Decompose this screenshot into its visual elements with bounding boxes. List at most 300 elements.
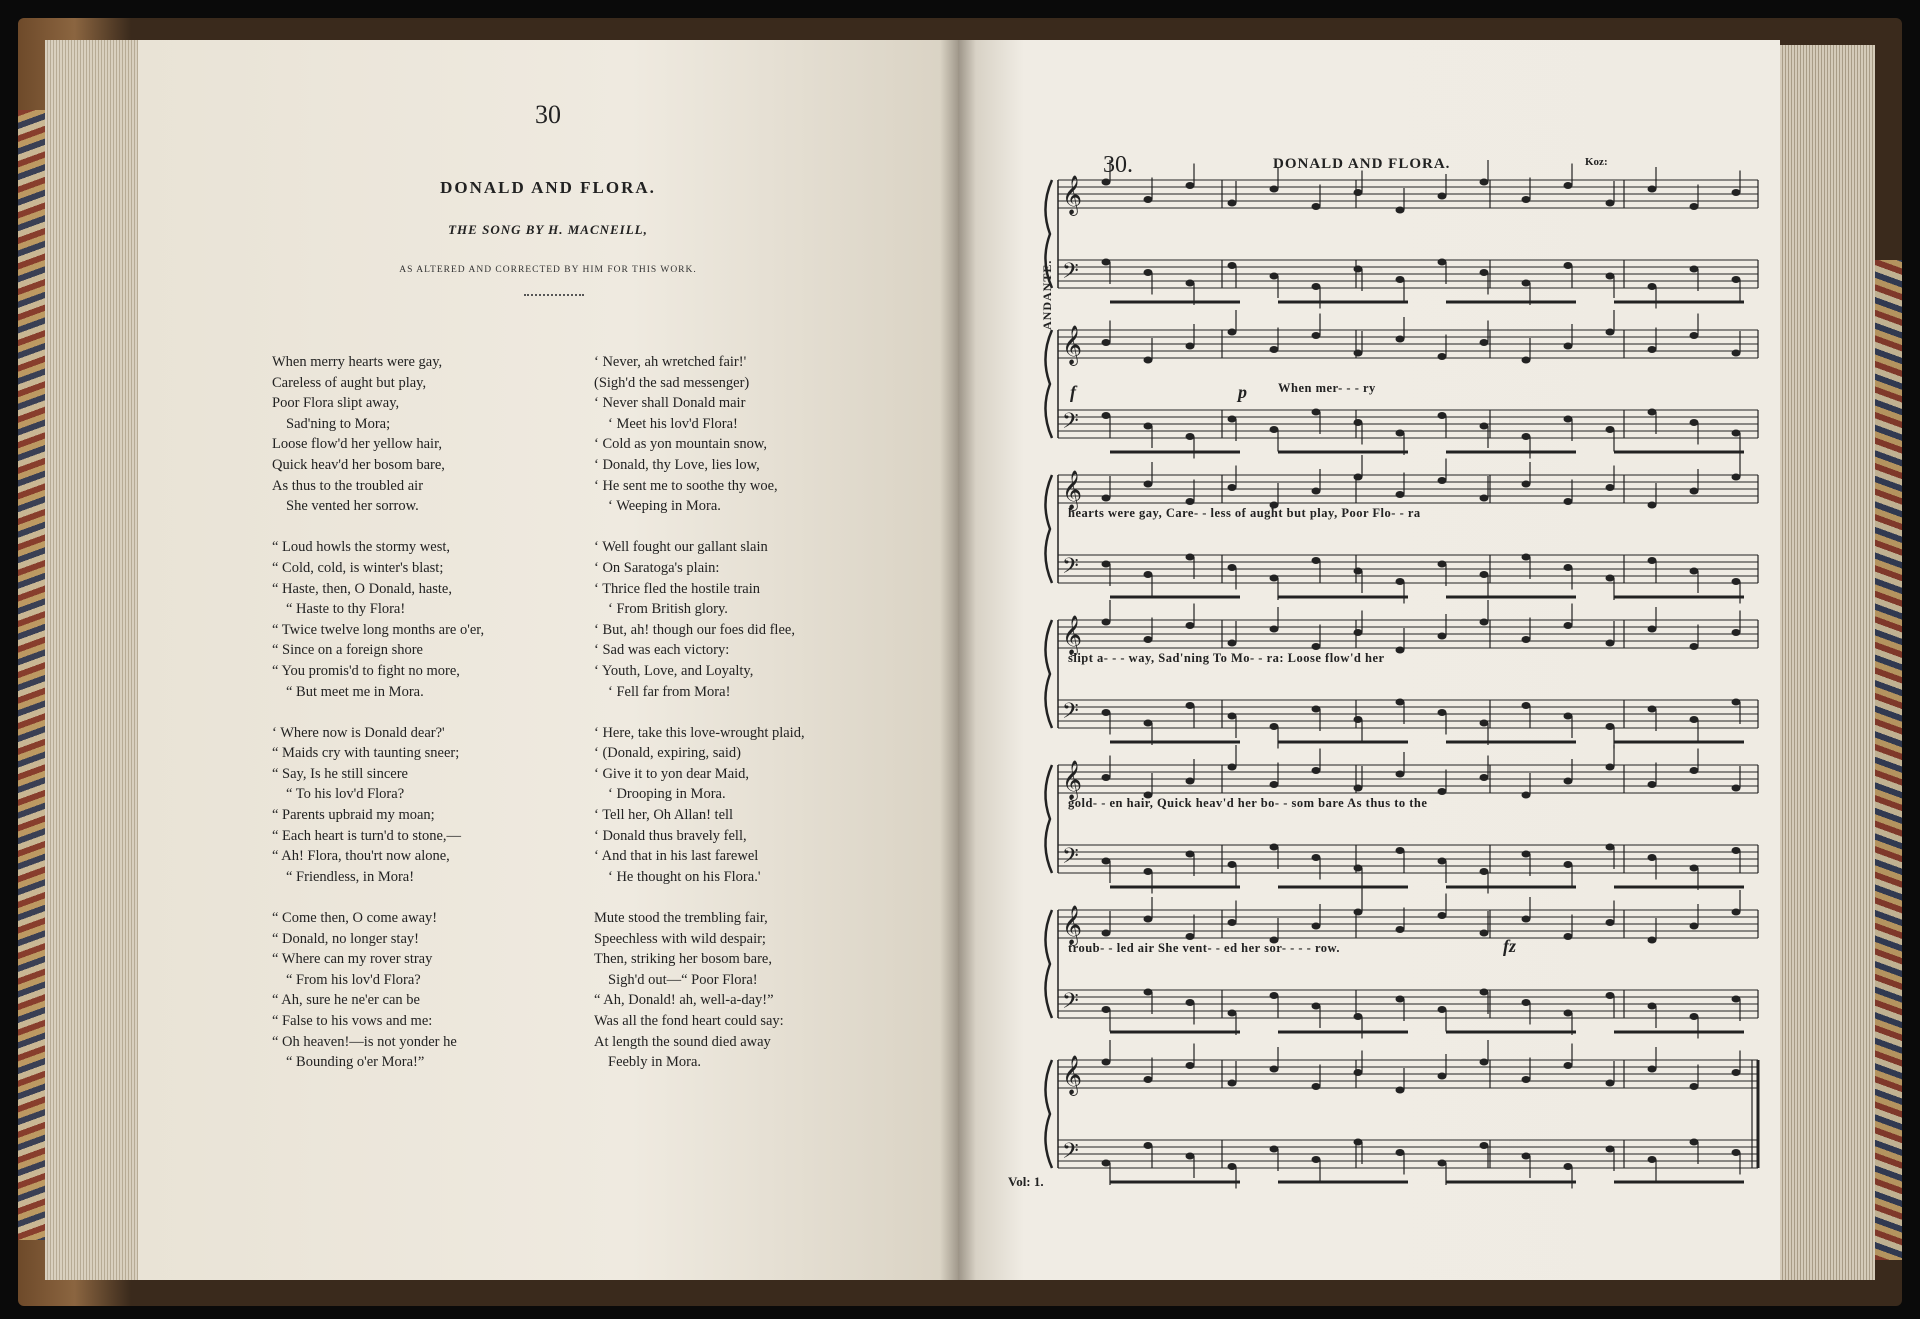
note-head [1186,933,1195,940]
verse-line: ‘ On Saratoga's plain: [594,559,720,576]
left-page [138,40,958,1280]
verse-line: “ Ah, sure he ne'er can be [272,992,420,1009]
verse-line: “ Donald, no longer stay! [272,930,419,947]
stanza [594,537,894,702]
dynamic-marking: fz [1503,936,1516,956]
treble-clef-icon: 𝄞 [1062,472,1083,509]
note-head [1648,706,1657,713]
note-head [1396,276,1405,283]
note-head [1648,186,1657,193]
note-head [1102,930,1111,937]
note-head [1480,423,1489,430]
bass-clef-icon: 𝄢 [1062,1139,1079,1168]
note-head [1186,498,1195,505]
lyric-line: slipt a- - - way, Sad'ning To Mo- - ra: Loose flow'd her [1068,651,1385,665]
note-head [1522,702,1531,709]
note-head [1186,1153,1195,1160]
note-head [1564,1163,1573,1170]
verse-line: “ Ah! Flora, thou'rt now alone, [272,848,450,865]
verse-line: “ False to his vows and me: [272,1013,433,1029]
verse-line: “ Where can my rover stray [272,951,433,968]
note-head [1690,716,1699,723]
note-head [1396,1149,1405,1156]
tempo-marking: ANDANTE. [1040,259,1054,330]
note-head [1396,771,1405,778]
note-head [1102,1006,1111,1013]
verse-line: Careless of aught but play, [272,374,427,391]
verse-line: “ Friendless, in Mora! [286,868,415,885]
note-head [1438,858,1447,865]
note-head [1270,186,1279,193]
verse-line: “ Oh heaven!—is not yonder he [272,1033,457,1050]
note-head [1690,1139,1699,1146]
note-head [1648,626,1657,633]
verse-line: Poor Flora slipt away, [272,395,400,412]
treble-clef-icon: 𝄞 [1062,327,1083,364]
note-head [1396,578,1405,585]
verse-line: ‘ Never shall Donald mair [594,395,746,412]
note-head [1606,329,1615,336]
note-head [1522,1153,1531,1160]
note-head [1480,989,1489,996]
dynamic-marking: f [1070,382,1076,402]
left-page-number: 30 [535,100,561,129]
note-head [1438,412,1447,419]
note-head [1732,1149,1741,1156]
note-head [1228,1010,1237,1017]
note-head [1144,1142,1153,1149]
note-head [1564,778,1573,785]
note-head [1396,430,1405,437]
note-head [1648,346,1657,353]
note-head [1606,426,1615,433]
note-head [1228,640,1237,647]
note-head [1186,622,1195,629]
marbled-edge-left [18,110,46,1240]
note-head [1270,273,1279,280]
verse-line: Feebly in Mora. [608,1054,702,1071]
note-head [1564,564,1573,571]
note-head [1438,259,1447,266]
note-head [1522,792,1531,799]
note-head [1522,280,1531,287]
note-head [1732,699,1741,706]
verse-column-right [594,352,894,1093]
verse-line: “ To his lov'd Flora? [286,786,405,803]
note-head [1102,1059,1111,1066]
note-head [1438,709,1447,716]
note-head [1732,276,1741,283]
note-head [1312,1083,1321,1090]
note-head [1312,706,1321,713]
staff-brace [1045,1060,1052,1168]
note-head [1270,723,1279,730]
verse-line: “ Haste, then, O Donald, haste, [272,580,452,597]
note-head [1648,409,1657,416]
note-head [1186,999,1195,1006]
verse-line: “ Since on a foreign shore [272,642,423,659]
note-head [1480,1142,1489,1149]
verse-line: ‘ From British glory. [608,601,728,618]
note-head [1690,266,1699,273]
note-head [1648,1066,1657,1073]
note-head [1480,720,1489,727]
note-head [1438,353,1447,360]
verse-line: ‘ Donald thus bravely fell, [594,827,747,844]
note-head [1648,937,1657,944]
verse-line: Sigh'd out—“ Poor Flora! [608,971,758,988]
staff-brace [1045,910,1052,1018]
note-head [1354,1139,1363,1146]
note-head [1102,709,1111,716]
verse-line: ‘ Youth, Love, and Loyalty, [594,662,754,679]
dynamic-marking: p [1238,382,1247,402]
note-head [1690,568,1699,575]
treble-clef-icon: 𝄞 [1062,907,1083,944]
verse-line: ‘ Weeping in Mora. [608,498,721,515]
decorative-rule [524,294,584,296]
note-head [1396,926,1405,933]
verse-line: ‘ He thought on his Flora.' [608,868,761,885]
note-head [1270,844,1279,851]
note-head [1270,346,1279,353]
note-head [1606,764,1615,771]
note-head [1690,332,1699,339]
note-head [1396,336,1405,343]
note-head [1690,419,1699,426]
note-head [1438,561,1447,568]
verse-line: ‘ Cold as yon mountain snow, [594,436,768,453]
song-subtitle: THE SONG BY H. MACNEILL, [448,222,648,237]
verse-line: “ Each heart is turn'd to stone,— [272,827,462,844]
stanza [594,908,894,1073]
note-head [1312,409,1321,416]
note-head [1228,1080,1237,1087]
stanza [272,908,572,1073]
verse-line: “ Cold, cold, is winter's blast; [272,559,444,576]
note-head [1480,868,1489,875]
note-head [1732,847,1741,854]
verse-line: “ Parents upbraid my moan; [272,807,435,824]
verse-line: “ Haste to thy Flora! [286,601,406,618]
note-head [1354,350,1363,357]
verse-line: When merry hearts were gay, [272,354,443,370]
note-head [1312,332,1321,339]
note-head [1606,723,1615,730]
note-head [1144,571,1153,578]
staff-brace [1045,765,1052,873]
note-head [1270,1146,1279,1153]
verse-line: ‘ He sent me to soothe thy woe, [594,477,778,494]
verse-line: ‘ Drooping in Mora. [608,786,726,803]
note-head [1732,430,1741,437]
score-title: DONALD AND FLORA. [1273,156,1451,172]
note-head [1690,1083,1699,1090]
note-head [1690,203,1699,210]
note-head [1396,847,1405,854]
note-head [1564,622,1573,629]
note-head [1732,909,1741,916]
lyric-line: hearts were gay, Care- - less of aught but play, Poor Flo- - ra [1068,506,1421,520]
verse-line: Sad'ning to Mora; [286,415,391,432]
note-head [1186,343,1195,350]
verse-line: She vented her sorrow. [286,498,419,515]
verse-line: “ Bounding o'er Mora!” [286,1054,425,1071]
note-head [1396,491,1405,498]
note-head [1102,412,1111,419]
verse-line: ‘ Where now is Donald dear?' [272,724,445,741]
note-head [1270,1066,1279,1073]
note-head [1480,339,1489,346]
verse-line: ‘ Never, ah wretched fair!' [594,354,747,370]
note-head [1522,481,1531,488]
note-head [1312,1156,1321,1163]
note-head [1186,182,1195,189]
staff-brace [1045,330,1052,438]
note-head [1648,1156,1657,1163]
note-head [1690,923,1699,930]
note-head [1186,554,1195,561]
note-head [1354,909,1363,916]
verse-line: ‘ And that in his last farewel [594,848,759,865]
note-head [1606,992,1615,999]
note-head [1186,851,1195,858]
note-head [1228,919,1237,926]
note-head [1312,488,1321,495]
note-head [1564,262,1573,269]
note-head [1438,912,1447,919]
verse-line: At length the sound died away [594,1033,771,1050]
verse-line: ‘ Here, take this love-wrought plaid, [594,724,805,741]
note-head [1312,557,1321,564]
verse-line: Was all the fond heart could say: [594,1013,784,1029]
note-head [1732,1069,1741,1076]
verse-line: As thus to the troubled air [272,477,424,494]
note-head [1522,636,1531,643]
note-head [1690,865,1699,872]
note-head [1144,916,1153,923]
note-head [1606,919,1615,926]
note-head [1648,1003,1657,1010]
note-head [1732,785,1741,792]
note-head [1690,767,1699,774]
note-head [1102,179,1111,186]
note-head [1144,989,1153,996]
verse-line: Then, striking her bosom bare, [594,951,772,968]
note-head [1102,339,1111,346]
note-head [1270,626,1279,633]
note-head [1102,1160,1111,1167]
note-head [1438,477,1447,484]
treble-clef-icon: 𝄞 [1062,617,1083,654]
note-head [1606,484,1615,491]
note-head [1144,636,1153,643]
note-head [1144,196,1153,203]
verse-line: “ You promis'd to fight no more, [272,662,460,679]
note-head [1312,643,1321,650]
note-head [1522,999,1531,1006]
verse-line: Loose flow'd her yellow hair, [272,436,442,453]
note-head [1144,868,1153,875]
note-head [1522,1076,1531,1083]
note-head [1228,713,1237,720]
note-head [1522,196,1531,203]
page-edges-right [1780,45,1875,1280]
bass-clef-icon: 𝄢 [1062,554,1079,583]
note-head [1732,350,1741,357]
note-head [1648,557,1657,564]
note-head [1564,343,1573,350]
note-head [1354,568,1363,575]
verse-line: ‘ Thrice fled the hostile train [594,580,761,597]
note-head [1480,930,1489,937]
note-head [1648,502,1657,509]
treble-clef-icon: 𝄞 [1062,177,1083,214]
note-head [1270,575,1279,582]
note-head [1480,179,1489,186]
note-head [1186,280,1195,287]
stanza [272,723,572,888]
note-head [1690,1013,1699,1020]
staff-brace [1045,620,1052,728]
note-head [1144,357,1153,364]
note-head [1354,785,1363,792]
note-head [1186,702,1195,709]
note-head [1270,992,1279,999]
note-head [1354,629,1363,636]
note-head [1438,788,1447,795]
note-head [1732,629,1741,636]
book-gutter [940,40,976,1280]
note-head [1228,564,1237,571]
note-head [1564,713,1573,720]
note-head [1102,774,1111,781]
note-head [1354,419,1363,426]
note-head [1522,916,1531,923]
verse-line: (Sigh'd the sad messenger) [594,374,750,391]
note-head [1354,474,1363,481]
music-score [958,40,1780,1280]
note-head [1102,619,1111,626]
treble-clef-icon: 𝄞 [1062,1057,1083,1094]
note-head [1186,433,1195,440]
note-head [1228,200,1237,207]
note-head [1144,720,1153,727]
note-head [1564,1010,1573,1017]
verse-line: ‘ Donald, thy Love, lies low, [594,456,760,473]
note-head [1732,189,1741,196]
verse-line: “ Twice twelve long months are o'er, [272,621,485,638]
note-head [1312,283,1321,290]
verse-line: ‘ But, ah! though our foes did flee, [594,621,795,638]
bass-clef-icon: 𝄢 [1062,699,1079,728]
verse-line: “ Come then, O come away! [272,910,438,927]
bass-clef-icon: 𝄢 [1062,989,1079,1018]
note-head [1312,854,1321,861]
note-head [1480,774,1489,781]
note-head [1228,861,1237,868]
staff-brace [1045,475,1052,583]
note-head [1354,1013,1363,1020]
note-head [1396,699,1405,706]
note-head [1438,1006,1447,1013]
composer-mark: Koz: [1585,156,1608,168]
note-head [1732,996,1741,1003]
note-head [1354,716,1363,723]
note-head [1606,575,1615,582]
stanza [272,352,572,517]
note-head [1354,189,1363,196]
verse-line: ‘ Sad was each victory: [594,642,730,659]
note-head [1396,207,1405,214]
verse-line: ‘ Meet his lov'd Flora! [608,415,738,432]
note-head [1648,854,1657,861]
note-head [1648,283,1657,290]
note-head [1354,1069,1363,1076]
note-head [1606,844,1615,851]
verse-line: Mute stood the trembling fair, [594,910,768,927]
lyric-line: troub- - led air She vent- - ed her sor- - - - row. [1068,941,1341,955]
verse-line: “ But meet me in Mora. [286,683,424,700]
note-head [1480,1059,1489,1066]
note-head [1144,269,1153,276]
bass-clef-icon: 𝄢 [1062,844,1079,873]
note-head [1648,781,1657,788]
note-head [1228,764,1237,771]
note-head [1438,633,1447,640]
note-head [1438,193,1447,200]
note-head [1228,1163,1237,1170]
note-head [1144,481,1153,488]
stanza [272,537,572,702]
verse-line: ‘ (Donald, expiring, said) [594,745,741,762]
note-head [1144,423,1153,430]
right-page-number: 30. [1103,152,1133,178]
stanza [594,723,894,888]
note-head [1690,488,1699,495]
verse-line: “ Ah, Donald! ah, well-a-day!” [594,992,774,1009]
verse-line: ‘ Well fought our gallant slain [594,539,768,556]
note-head [1102,495,1111,502]
note-head [1732,578,1741,585]
note-head [1312,923,1321,930]
note-head [1606,273,1615,280]
note-head [1144,1076,1153,1083]
verse-line: “ From his lov'd Flora? [286,971,421,988]
note-head [1312,1003,1321,1010]
note-head [1438,1073,1447,1080]
note-head [1606,1146,1615,1153]
song-note: AS ALTERED AND CORRECTED BY HIM FOR THIS WORK. [399,265,697,275]
note-head [1690,643,1699,650]
note-head [1186,1062,1195,1069]
verse-line: ‘ Fell far from Mora! [608,683,731,700]
marbled-edge-right [1872,260,1902,1260]
note-head [1606,200,1615,207]
note-head [1564,416,1573,423]
note-head [1480,495,1489,502]
note-head [1228,262,1237,269]
note-head [1270,426,1279,433]
note-head [1312,767,1321,774]
page-edges-left [45,40,140,1280]
note-head [1228,329,1237,336]
verse-line: Speechless with wild despair; [594,930,766,947]
note-head [1522,851,1531,858]
bass-clef-icon: 𝄢 [1062,259,1079,288]
verse-line: “ Say, Is he still sincere [272,765,408,782]
note-head [1186,778,1195,785]
